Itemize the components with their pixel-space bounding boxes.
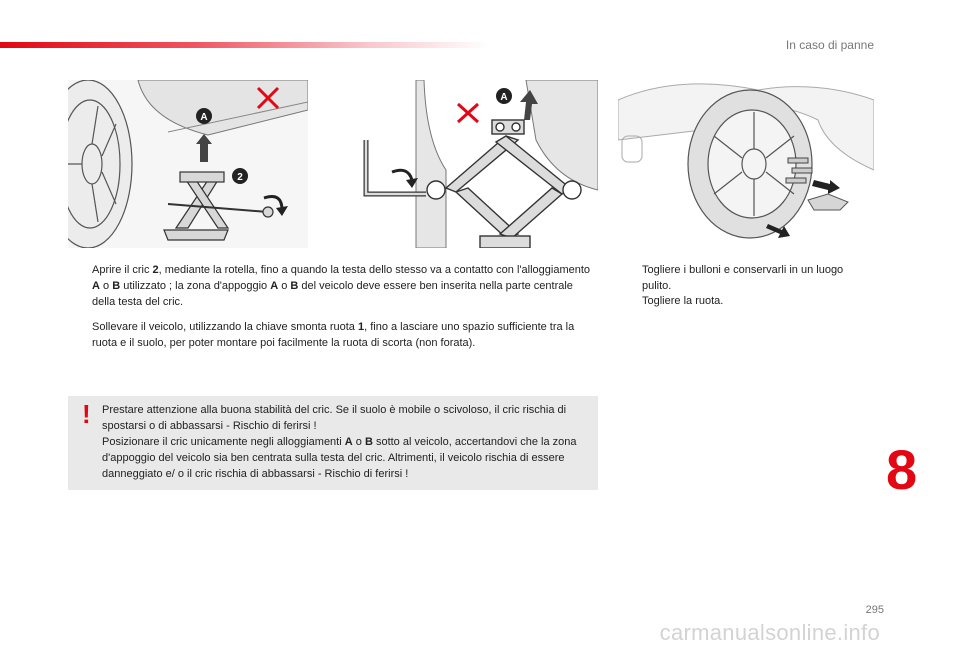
wheel-drawing — [688, 90, 812, 238]
up-arrow-icon — [196, 134, 212, 162]
page-number: 295 — [865, 604, 884, 616]
watermark-text: carmanualsonline.info — [659, 620, 880, 645]
label-2-text: 2 — [237, 172, 243, 183]
figure-jack-crank — [356, 80, 598, 248]
forbidden-mark-icon — [458, 104, 478, 122]
instruction-raise-vehicle — [72, 319, 597, 351]
warning-paragraph: Prestare attenzione alla buona stabilità del cric. Se il suolo è mobile o scivoloso, il cric rischia di spostarsi o di abbassarsi - Rischio di ferirsi ! — [102, 404, 567, 432]
figure-jack-placement — [68, 80, 308, 248]
instruction-open-jack — [72, 262, 597, 310]
instruction-remove-wheel — [622, 293, 872, 309]
rotate-arrow-icon — [392, 170, 412, 180]
label-a-text: A — [500, 92, 508, 103]
jack-crank-illustration — [356, 80, 598, 248]
instruction-text: Togliere i bulloni e conservarli in un luogo pulito. — [642, 264, 844, 292]
right-arrow-icon — [812, 180, 840, 194]
warning-exclamation-icon: ! — [82, 399, 91, 429]
instruction-text: Aprire il cric 2, mediante la rotella, fino a quando la testa dello stesso va a contatto con l'alloggiamento A o B utilizzato ; la zona d'appoggio A o B del veicolo deve essere ben inserita nella parte centrale della testa del cric. — [92, 264, 591, 308]
warning-text — [102, 402, 586, 482]
wheel-drawing — [68, 80, 132, 248]
label-a-text: A — [200, 112, 208, 123]
warning-box — [68, 396, 598, 490]
instruction-text: Sollevare il veicolo, utilizzando la chiave smonta ruota 1, fino a lasciare uno spazio sufficiente tra la ruota e il suolo, per poter montare poi facilmente la ruota di scorta (non forata). — [92, 321, 575, 349]
instruction-remove-bolts — [622, 262, 872, 294]
chapter-number: 8 — [886, 438, 918, 501]
warning-paragraph: Posizionare il cric unicamente negli alloggiamenti A o B sotto al veicolo, accertandovi che la zona d'appoggio del veicolo sia ben centrata sulla testa del cric. Altrimenti, il veicolo rischia di essere danneggiato e/ o il cric rischia di abbassarsi - Rischio di ferirsi ! — [102, 436, 577, 480]
chapter-title: In caso di panne — [785, 38, 874, 52]
scissor-jack-drawing — [164, 172, 273, 240]
jack-placement-illustration — [68, 80, 308, 248]
figure-wheel-removal — [618, 80, 874, 248]
instruction-text: Togliere la ruota. — [642, 295, 724, 307]
wheel-removal-illustration — [618, 80, 874, 248]
header-accent-bar — [0, 42, 490, 48]
car-body-drawing — [416, 80, 446, 248]
